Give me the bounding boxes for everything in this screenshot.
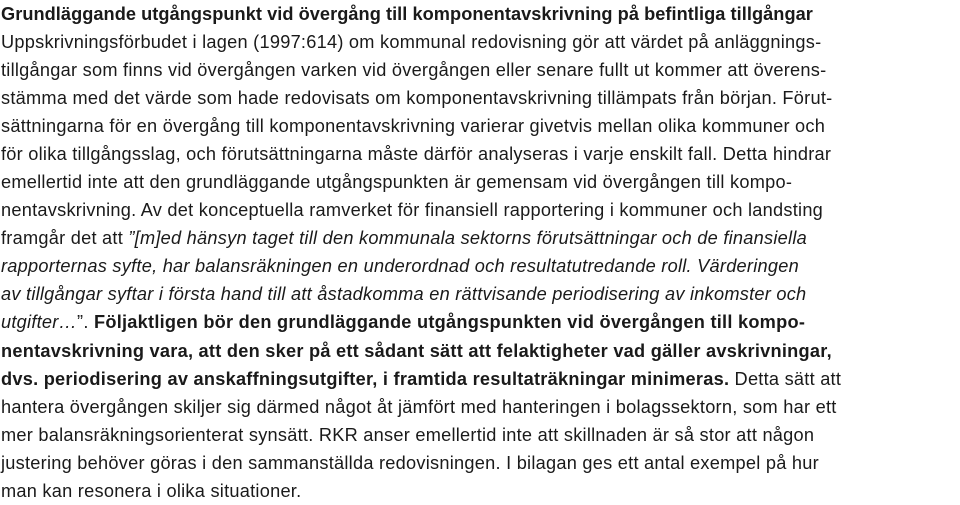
body-text-segment: tillgångar som finns vid övergången varken vid övergången eller senare fullt ut kommer att överens-: [1, 60, 827, 81]
body-text-segment: stämma med det värde som hade redovisats om komponentavskrivning tillämpats från början. Förut-: [1, 88, 833, 109]
body-text-segment: mer balansräkningsorienterat synsätt. RKR anser emellertid inte att skillnaden är så stor att någon: [1, 424, 815, 445]
body-line: [1, 337, 954, 365]
body-line: [1, 449, 954, 477]
body-text: [1, 28, 954, 505]
body-line: [1, 308, 954, 336]
body-line: [1, 393, 954, 421]
body-line: [1, 252, 954, 280]
body-text-segment: man kan resonera i olika situationer.: [1, 480, 302, 501]
body-line: [1, 224, 954, 252]
body-line: [1, 140, 954, 168]
body-text-segment: ”.: [77, 312, 94, 333]
body-line: [1, 84, 954, 112]
quoted-text: av tillgångar syftar i första hand till att åstadkomma en rättvisande periodisering av inkomster och: [1, 284, 807, 305]
body-text-segment: Detta sätt att: [729, 368, 842, 389]
quoted-text: rapporternas syfte, har balansräkningen en underordnad och resultatutredande roll. Värderingen: [1, 256, 799, 277]
body-text-segment: sättningarna för en övergång till komponentavskrivning varierar givetvis mellan olika kommuner och: [1, 116, 826, 137]
bold-text: Följaktligen bör den grundläggande utgångspunkten vid övergången till kompo-: [93, 312, 806, 333]
quoted-text: utgifter…: [1, 312, 78, 333]
body-line: [1, 168, 954, 196]
body-line: [1, 28, 954, 56]
body-line: [1, 365, 954, 393]
body-line: [1, 56, 954, 84]
body-text-segment: emellertid inte att den grundläggande utgångspunkten är gemensam vid övergången till kompo-: [1, 172, 793, 193]
body-text-segment: för olika tillgångsslag, och förutsättningarna måste därför analyseras i varje enskilt fall. Detta hindrar: [1, 144, 832, 165]
bold-text: nentavskrivning vara, att den sker på ett sådant sätt att felaktigheter vad gäller avskrivningar,: [1, 340, 832, 361]
body-line: [1, 280, 954, 308]
quoted-text: ”[m]ed hänsyn taget till den kommunala sektorns förutsättningar och de finansiella: [128, 228, 807, 249]
body-line: [1, 421, 954, 449]
body-line: [1, 196, 954, 224]
body-text-segment: justering behöver göras i den sammanställda redovisningen. I bilagan ges ett antal exempel på hur: [1, 452, 819, 473]
body-line: [1, 477, 954, 505]
body-line: [1, 112, 954, 140]
body-text-segment: Uppskrivningsförbudet i lagen (1997:614) om kommunal redovisning gör att värdet på anläggnings-: [1, 32, 822, 52]
body-text-segment: hantera övergången skiljer sig därmed något åt jämfört med hanteringen i bolagssektorn, som har ett: [1, 396, 837, 417]
body-text-segment: framgår det att: [1, 228, 129, 249]
body-text-segment: nentavskrivning. Av det konceptuella ramverket för finansiell rapportering i kommuner och landsting: [1, 200, 824, 221]
bold-text: dvs. periodisering av anskaffningsutgifter, i framtida resultaträkningar minimeras.: [1, 368, 730, 389]
section-heading: Grundläggande utgångspunkt vid övergång till komponentavskrivning på befintliga tillgångar: [1, 4, 813, 24]
